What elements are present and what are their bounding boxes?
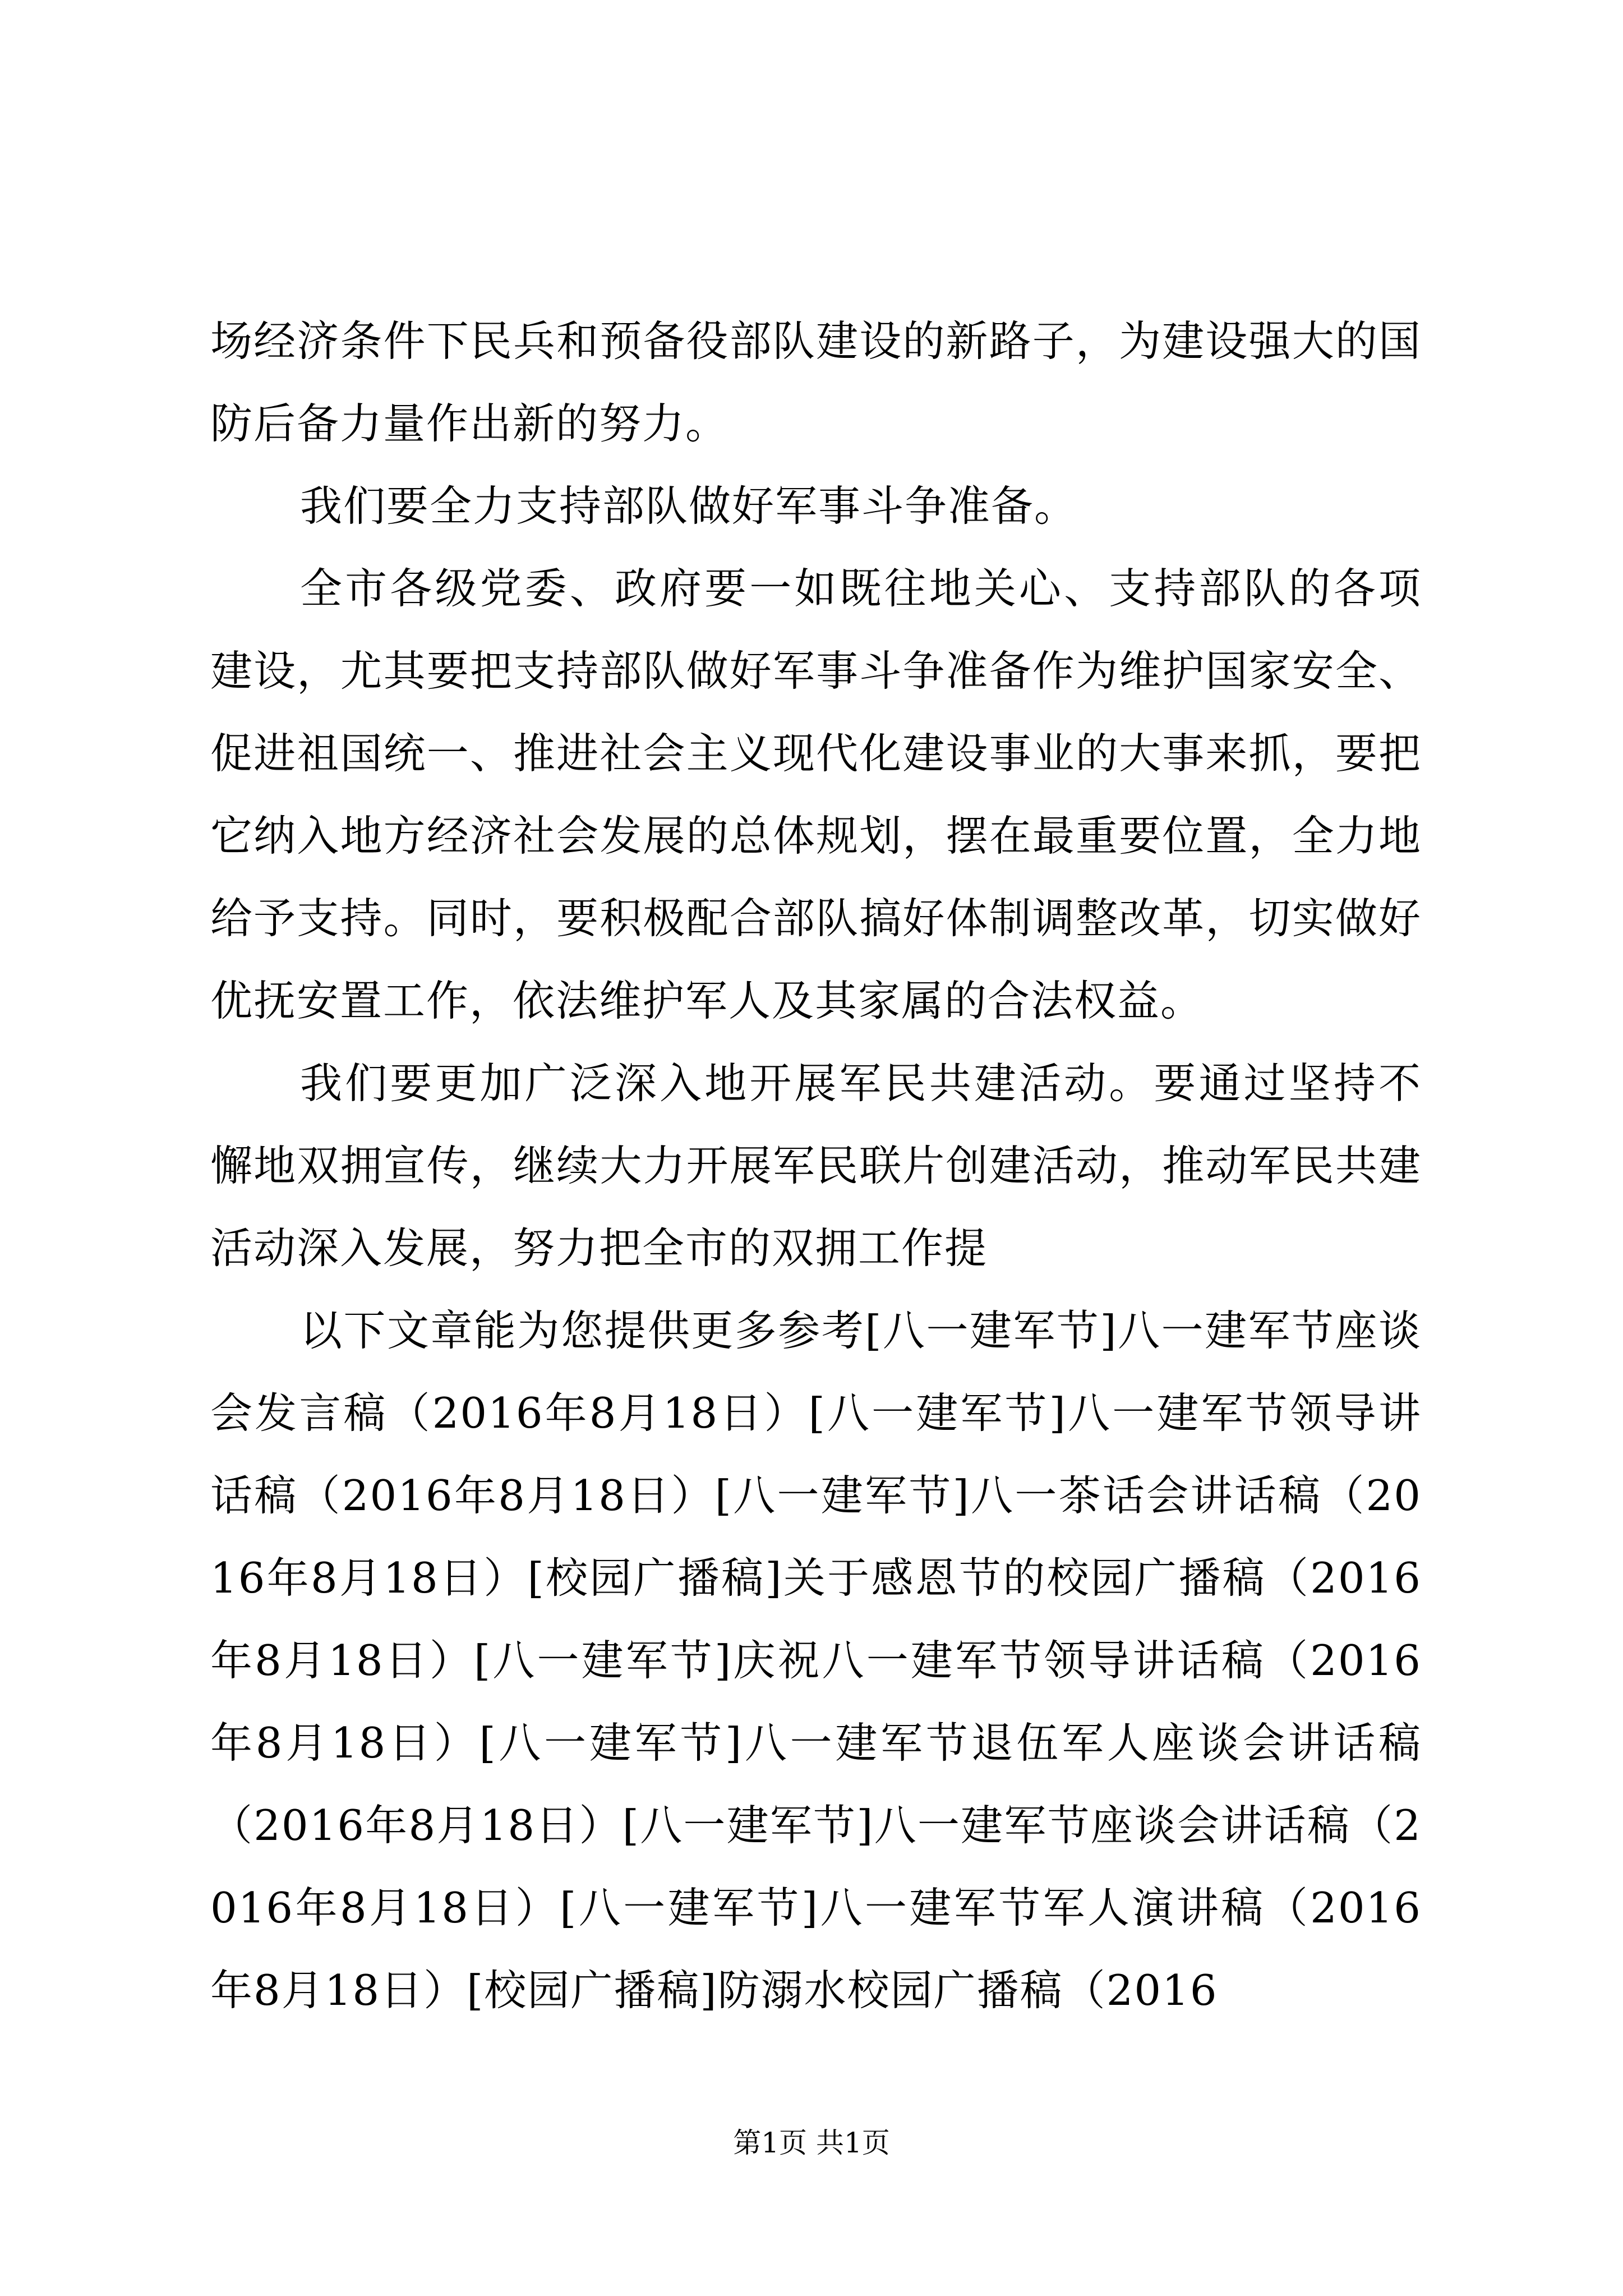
paragraph-related-articles: 以下文章能为您提供更多参考[八一建军节]八一建军节座谈会发言稿（2016年8月18日）[八一建军节]八一建军节领导讲话稿（2016年8月18日）[八一建军节]八一茶话会讲话稿（2016年8月18日）[校园广播稿]关于感恩节的校园广播稿（2016年8月18日）[八一建军节]庆祝八一建军节领导讲话稿（2016年8月18日）[八一建军节]八一建军节退伍军人座谈会讲话稿（2016年8月18日）[八一建军节]八一建军节座谈会讲话稿（2016年8月18日）[八一建军节]八一建军节军人演讲稿（2016年8月18日）[校园广播稿]防溺水校园广播稿（2016 <box>210 1306 1422 2015</box>
document-body <box>210 300 1422 2032</box>
page-footer: 第1页 共1页 <box>733 2127 890 2159</box>
paragraph-military-preparation: 我们要全力支持部队做好军事斗争准备。 <box>300 481 1078 531</box>
paragraph-party-government-support: 全市各级党委、政府要一如既往地关心、支持部队的各项建设，尤其要把支持部队做好军事斗争准备作为维护国家安全、促进祖国统一、推进社会主义现代化建设事业的大事来抓，要把它纳入地方经济社会发展的总体规划，摆在最重要位置，全力地给予支持。同时，要积极配合部队搞好体制调整改革，切实做好优抚安置工作，依法维护军人及其家属的合法权益。 <box>210 564 1422 1025</box>
paragraph-continuation: 场经济条件下民兵和预备役部队建设的新路子，为建设强大的国防后备力量作出新的努力。 <box>210 316 1422 448</box>
paragraph-military-civilian-activities: 我们要更加广泛深入地开展军民共建活动。要通过坚持不懈地双拥宣传，继续大力开展军民联片创建活动，推动军民共建活动深入发展，努力把全市的双拥工作提 <box>210 1059 1422 1273</box>
